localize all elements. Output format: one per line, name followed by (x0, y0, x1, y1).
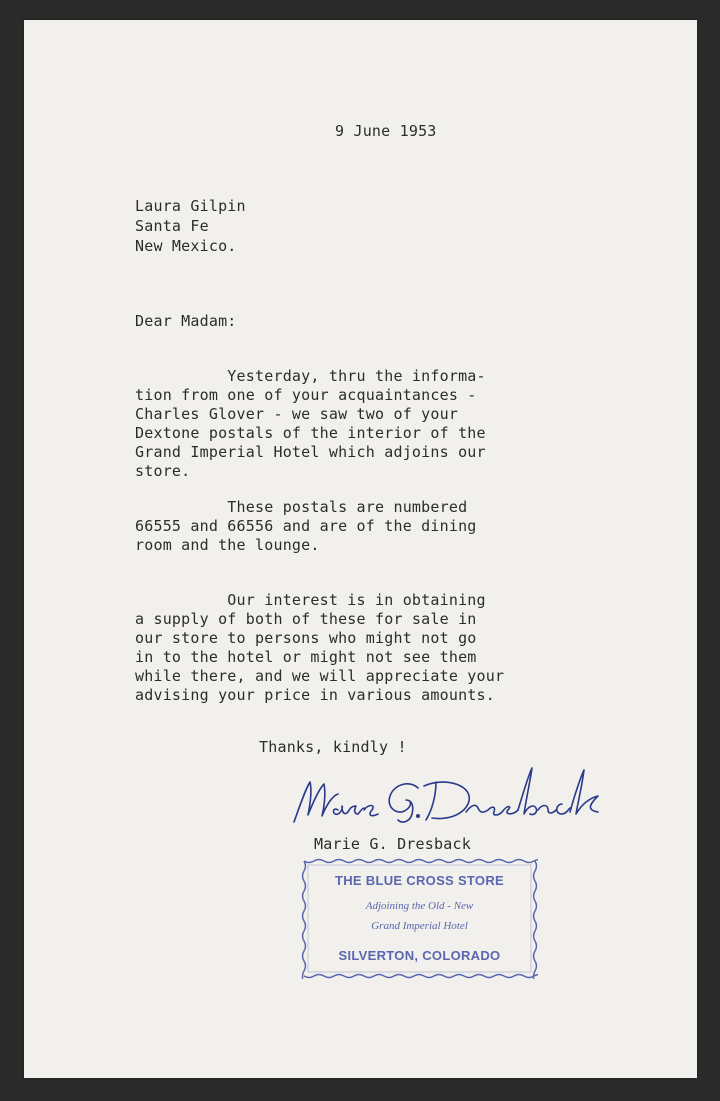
paragraph3-line: our store to persons who might not go (135, 629, 477, 647)
paragraph1-line: Dextone postals of the interior of the (135, 424, 486, 442)
paragraph1-line: tion from one of your acquaintances - (135, 386, 477, 404)
paragraph1-line: Grand Imperial Hotel which adjoins our (135, 443, 486, 461)
paragraph1-line: store. (135, 462, 191, 480)
letter-sheet (24, 20, 697, 1078)
paragraph3-line: while there, and we will appreciate your (135, 667, 505, 685)
stamp-adjoining-line: Adjoining the Old - New (365, 900, 474, 912)
address-line-state: New Mexico. (135, 237, 237, 255)
stamp-location: SILVERTON, COLORADO (338, 948, 501, 963)
stamp-hotel-line: Grand Imperial Hotel (371, 920, 468, 932)
salutation: Dear Madam: (135, 312, 237, 330)
signature-name: Marie G. Dresback (314, 835, 471, 853)
store-stamp (301, 858, 538, 979)
paragraph2-line: 66555 and 66556 and are of the dining (135, 517, 477, 535)
closing: Thanks, kindly ! (259, 738, 407, 756)
handwritten-signature (286, 760, 606, 830)
letter-date: 9 June 1953 (335, 122, 437, 140)
paragraph3-line: advising your price in various amounts. (135, 686, 495, 704)
paragraph2-line: room and the lounge. (135, 536, 320, 554)
address-line-city: Santa Fe (135, 217, 209, 235)
paragraph3-line: in to the hotel or might not see them (135, 648, 477, 666)
paragraph3-line: Our interest is in obtaining (135, 591, 486, 609)
stamp-store-name: THE BLUE CROSS STORE (334, 873, 504, 888)
address-line-name: Laura Gilpin (135, 197, 246, 215)
paragraph2-line: These postals are numbered (135, 498, 468, 516)
paragraph1-line: Charles Glover - we saw two of your (135, 405, 459, 423)
paragraph3-line: a supply of both of these for sale in (135, 610, 477, 628)
paragraph1-line: Yesterday, thru the informa- (135, 367, 486, 385)
